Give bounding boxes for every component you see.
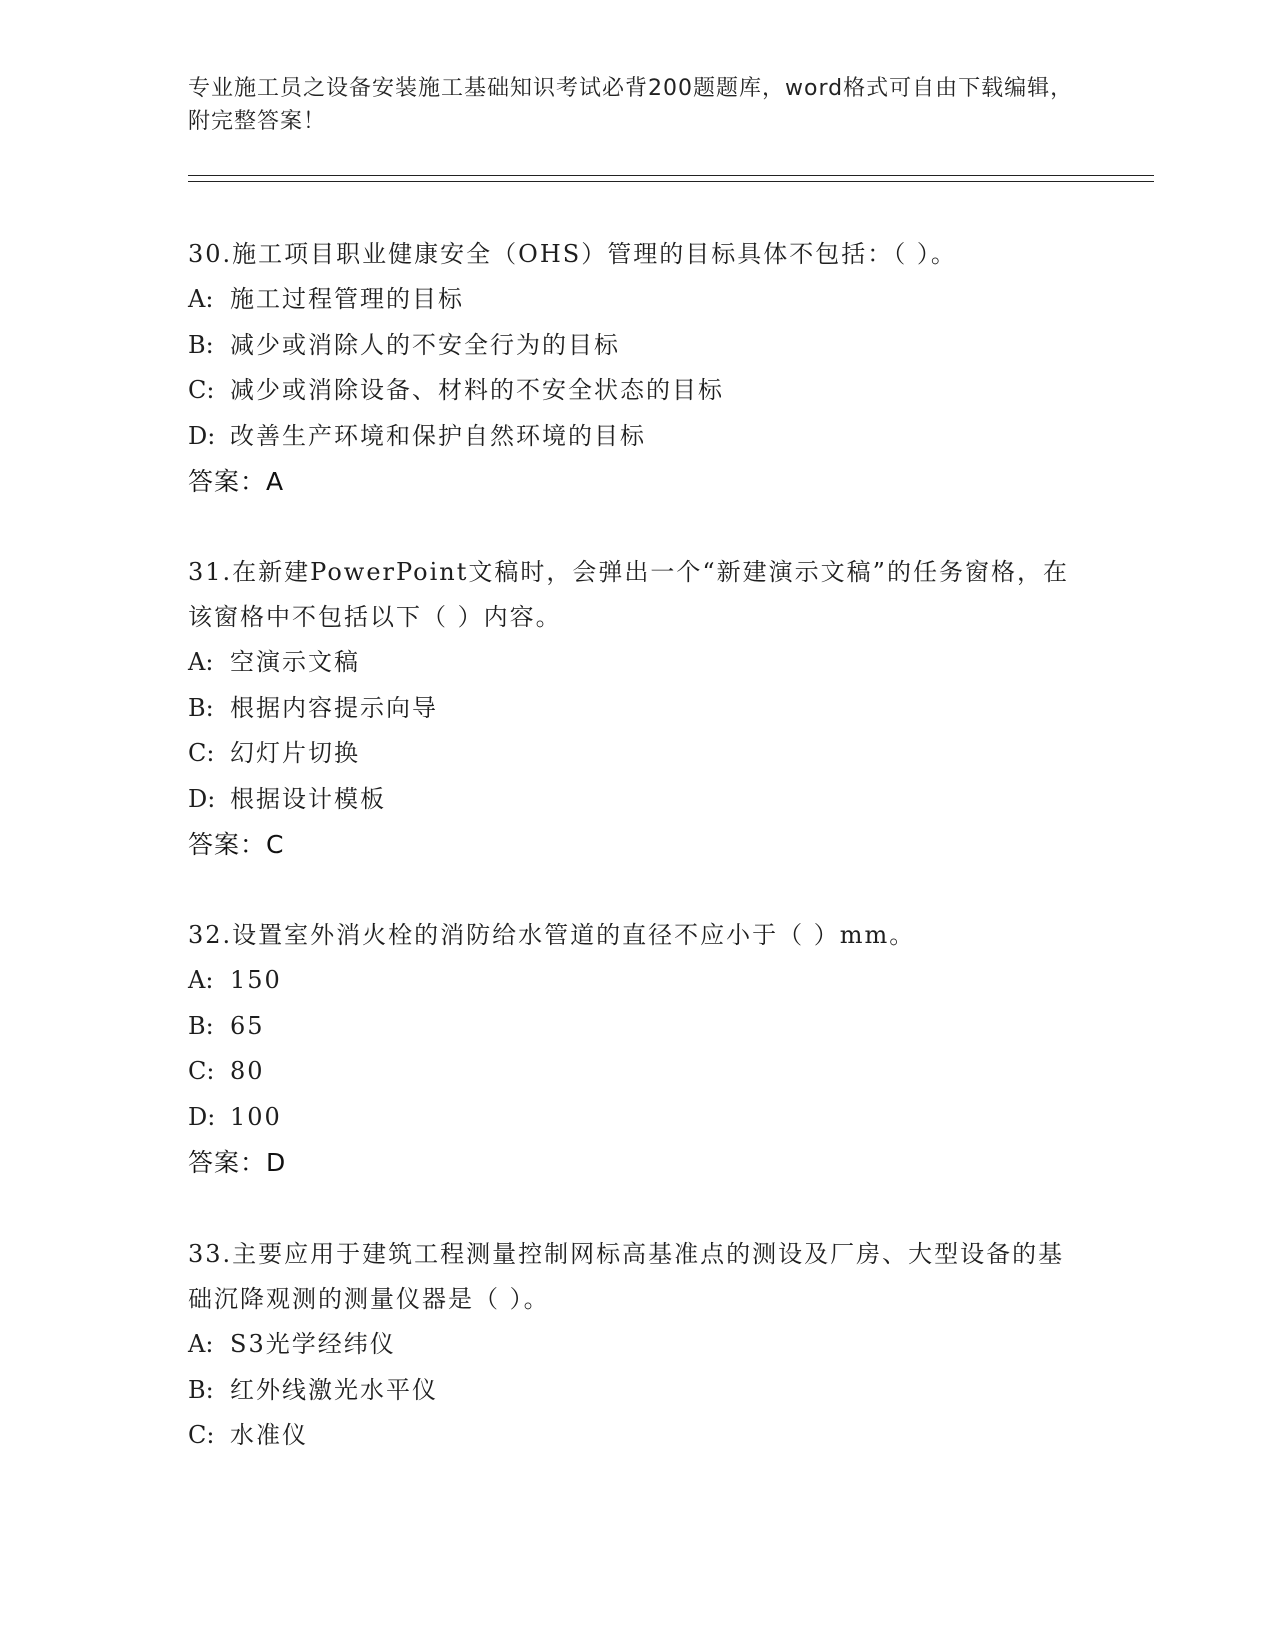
option-letter: C: [188, 1421, 215, 1449]
question-33 [188, 1232, 1088, 1459]
option-text: 100 [230, 1102, 282, 1131]
option-letter: C: [188, 1057, 215, 1085]
option-text: 减少或消除设备、材料的不安全状态的目标 [230, 376, 724, 404]
option-c [188, 731, 1088, 777]
option-text: 65 [230, 1011, 265, 1040]
option-letter: A: [188, 966, 214, 994]
option-c [188, 1049, 1088, 1095]
option-letter: B: [188, 1375, 214, 1404]
option-letter: A: [188, 1330, 214, 1358]
document-header: 专业施工员之设备安装施工基础知识考试必背200题题库，word格式可自由下载编辑，附完整答案！ [188, 76, 1074, 134]
option-b [188, 1004, 1088, 1050]
option-letter: C: [188, 376, 215, 404]
question-stem: 30.施工项目职业健康安全（OHS）管理的目标具体不包括：（ ）。 [188, 240, 957, 268]
option-c [188, 1413, 1088, 1459]
option-d [188, 1095, 1088, 1141]
option-text: 改善生产环境和保护自然环境的目标 [230, 421, 646, 450]
option-letter: B: [188, 330, 214, 359]
option-letter: B: [188, 1011, 214, 1040]
option-a [188, 640, 1088, 686]
option-text: 幻灯片切换 [230, 739, 360, 767]
option-letter: D: [188, 421, 216, 450]
option-text: 红外线激光水平仪 [230, 1375, 438, 1404]
option-text: S3光学经纬仪 [230, 1330, 396, 1358]
option-text: 空演示文稿 [230, 648, 360, 676]
option-text: 水准仪 [230, 1421, 308, 1449]
question-stem: 33.主要应用于建筑工程测量控制网标高基准点的测设及厂房、大型设备的基础沉降观测的测量仪器是（ ）。 [188, 1240, 1065, 1313]
option-a [188, 1322, 1088, 1368]
question-30 [188, 232, 1088, 505]
answer-line: 答案：C [188, 830, 285, 859]
option-c [188, 368, 1088, 414]
option-text: 施工过程管理的目标 [230, 285, 464, 313]
header-rule-top [188, 175, 1154, 176]
question-stem: 31.在新建PowerPoint文稿时，会弹出一个“新建演示文稿”的任务窗格，在该窗格中不包括以下（ ）内容。 [188, 558, 1069, 631]
option-letter: C: [188, 739, 215, 767]
option-text: 减少或消除人的不安全行为的目标 [230, 330, 620, 359]
option-letter: B: [188, 693, 214, 722]
option-text: 根据设计模板 [230, 784, 386, 813]
question-stem: 32.设置室外消火栓的消防给水管道的直径不应小于（ ）mm。 [188, 921, 916, 949]
option-a [188, 958, 1088, 1004]
answer-line: 答案：A [188, 467, 285, 496]
option-a [188, 277, 1088, 323]
question-31 [188, 550, 1088, 868]
option-text: 80 [230, 1057, 265, 1085]
option-text: 150 [230, 966, 282, 994]
option-letter: A: [188, 285, 214, 313]
header-rule-bottom [188, 181, 1154, 182]
option-b [188, 323, 1088, 369]
option-b [188, 686, 1088, 732]
option-letter: A: [188, 648, 214, 676]
option-text: 根据内容提示向导 [230, 693, 438, 722]
answer-line: 答案：D [188, 1148, 287, 1177]
option-letter: D: [188, 784, 216, 813]
option-letter: D: [188, 1102, 216, 1131]
option-d [188, 414, 1088, 460]
question-32 [188, 913, 1088, 1186]
option-d [188, 777, 1088, 823]
option-b [188, 1368, 1088, 1414]
